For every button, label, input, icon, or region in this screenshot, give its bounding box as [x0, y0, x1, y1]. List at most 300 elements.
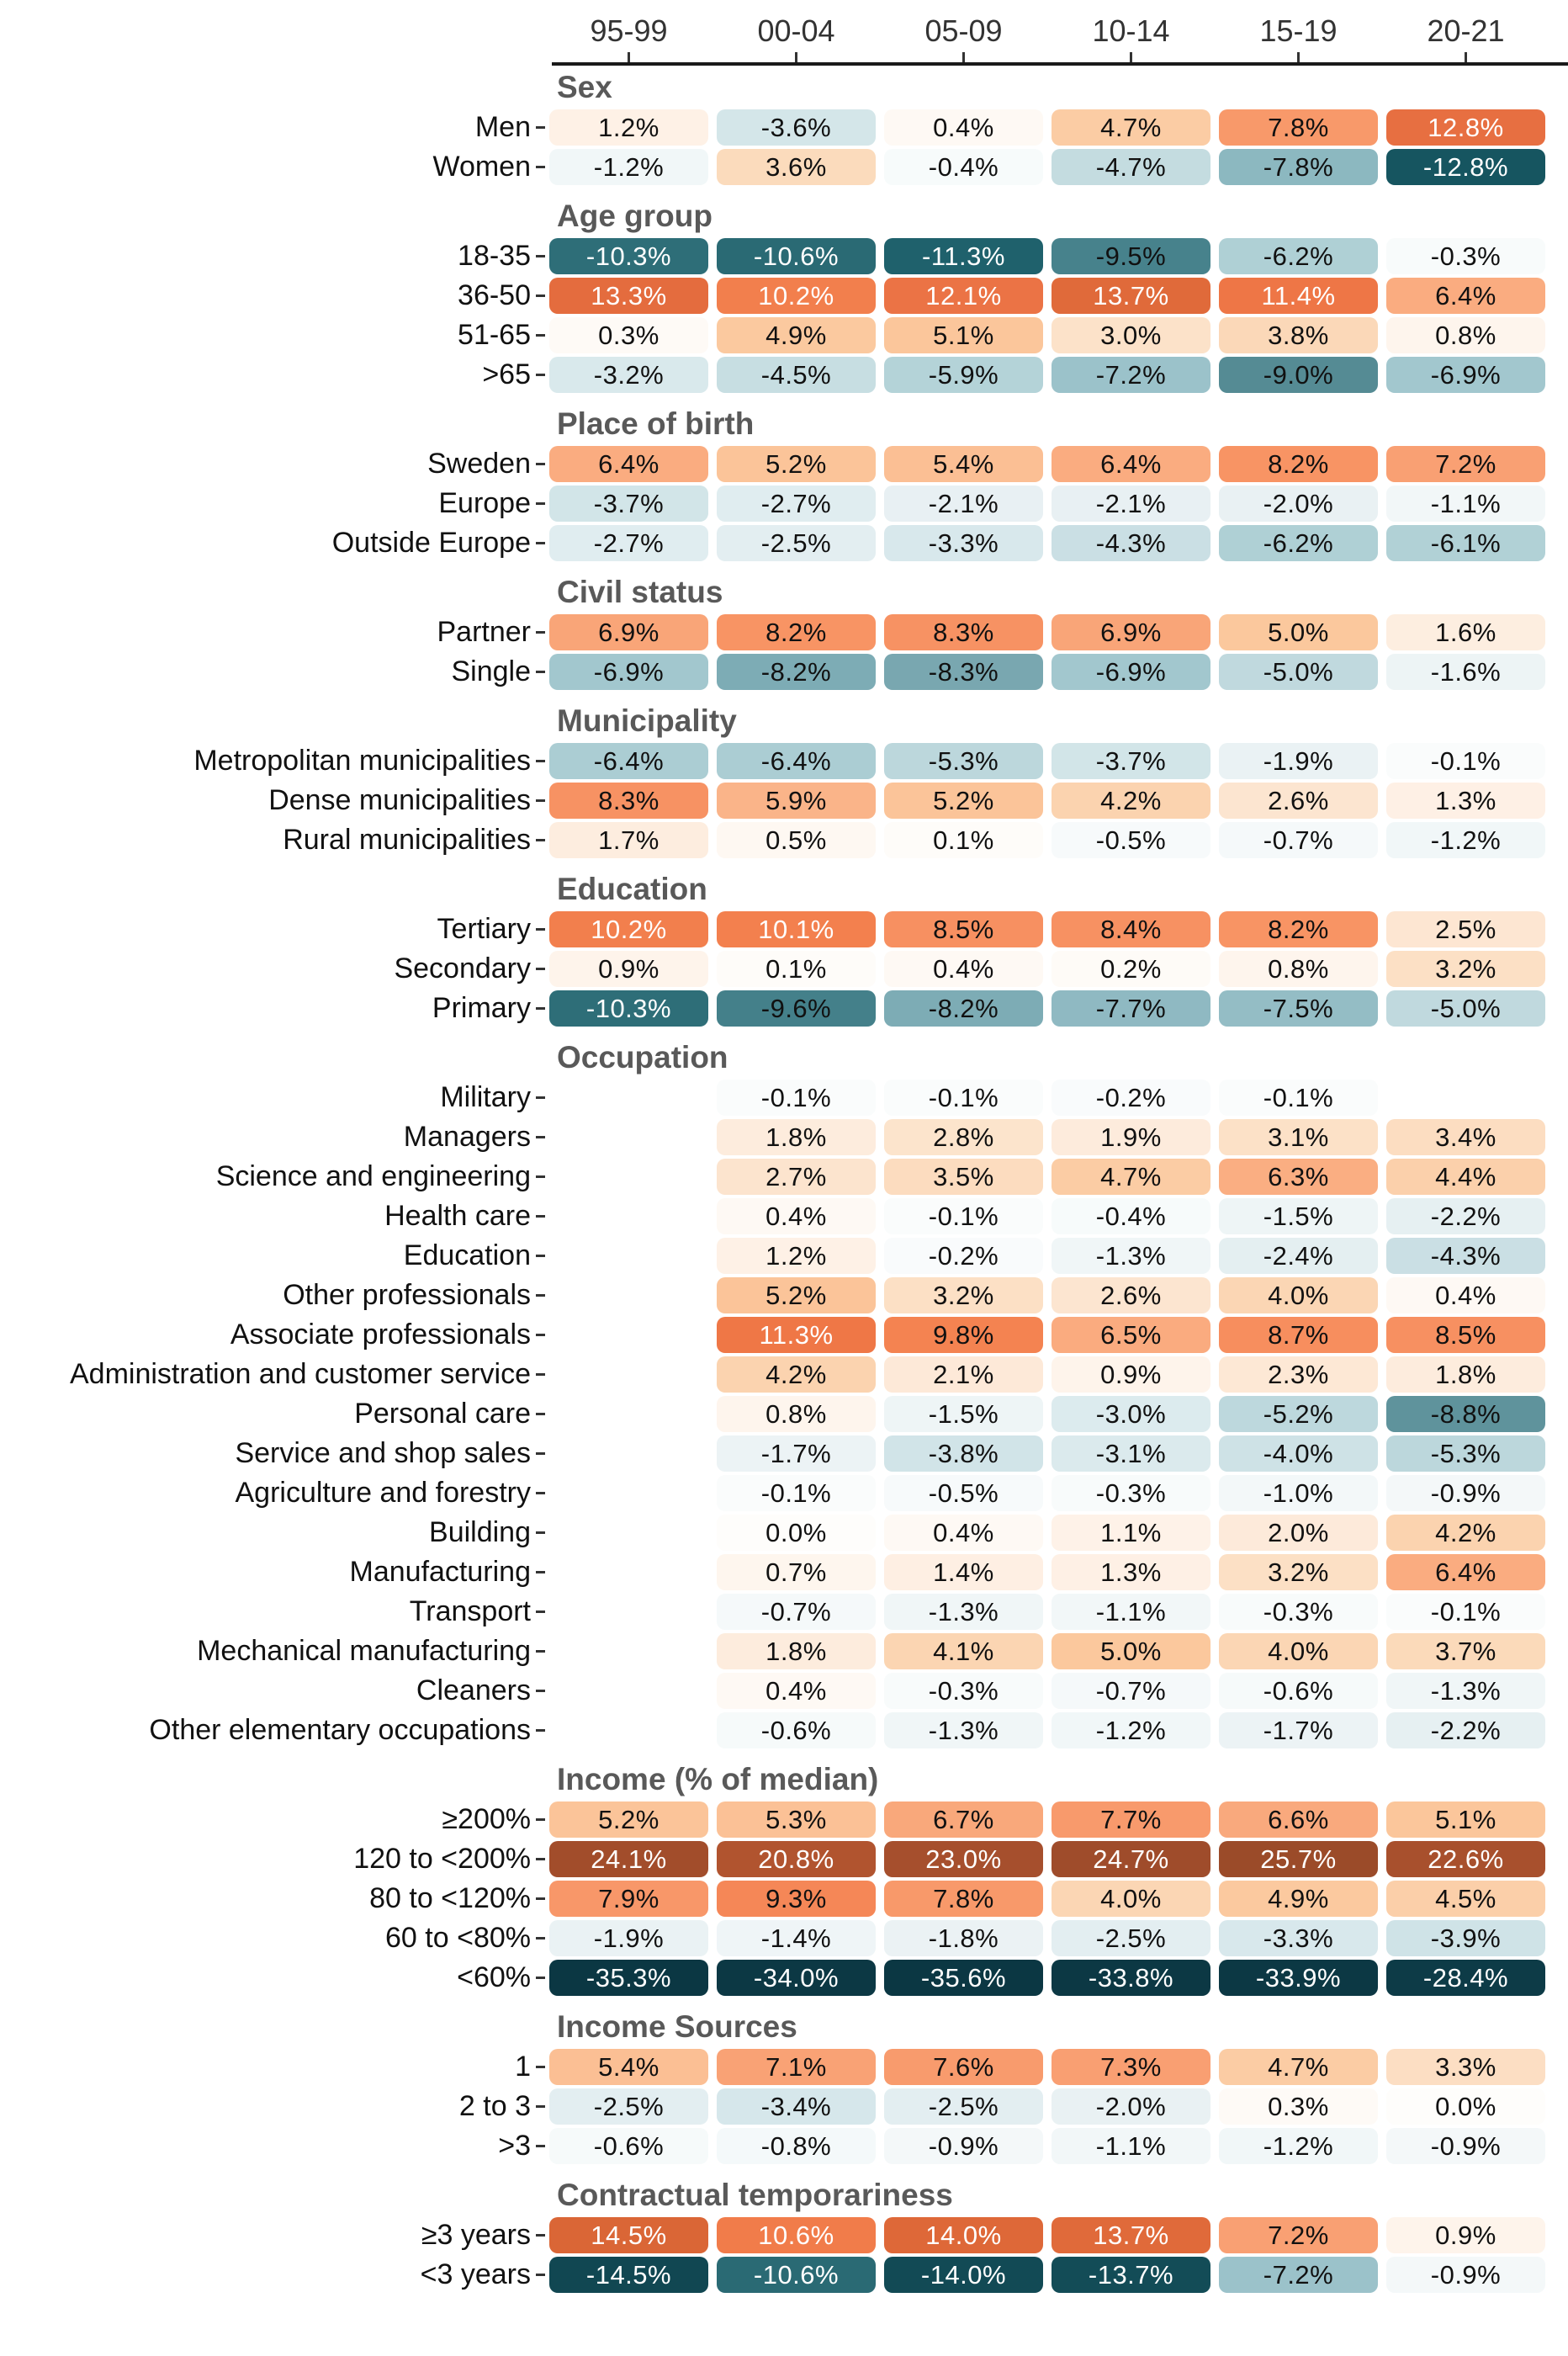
heatmap-cell-wrap [880, 990, 1047, 1027]
heatmap-cell: 5.0% [1052, 1633, 1210, 1669]
section-title: Sex [557, 70, 612, 104]
heatmap-cell: -1.2% [1052, 1712, 1210, 1748]
heatmap-cell: -5.3% [1386, 1435, 1545, 1472]
heatmap-cell-wrap [712, 1277, 880, 1313]
heatmap-cell-wrap [1215, 1396, 1382, 1432]
heatmap-cell: 5.2% [717, 446, 876, 482]
heatmap-cell: 7.2% [1219, 2217, 1378, 2253]
heatmap-cell-wrap [880, 1712, 1047, 1748]
heatmap-cell: 1.4% [884, 1554, 1043, 1590]
heatmap-cell-wrap [1215, 1801, 1382, 1838]
heatmap-cell-wrap [1047, 1554, 1215, 1590]
row-label [0, 743, 545, 779]
heatmap-cell-wrap [1215, 822, 1382, 858]
heatmap-cell: -14.0% [884, 2257, 1043, 2293]
heatmap-cell: -0.9% [1386, 2257, 1545, 2293]
heatmap-cell-wrap [545, 2128, 712, 2164]
row-tick [536, 1007, 545, 1010]
heatmap-cell-wrap [880, 1198, 1047, 1234]
row-label-text: Science and engineering [215, 1160, 531, 1192]
row-label-text: Primary [432, 992, 531, 1024]
heatmap-cell-wrap [1215, 743, 1382, 779]
heatmap-cell: -35.6% [884, 1960, 1043, 1996]
heatmap-cell-wrap [712, 1515, 880, 1551]
heatmap-cell-wrap [1215, 525, 1382, 561]
heatmap-cell: -2.1% [884, 486, 1043, 522]
row-label [0, 238, 545, 274]
heatmap-cell-wrap [1215, 990, 1382, 1027]
heatmap-cell: 5.9% [717, 783, 876, 819]
heatmap-cell-wrap [1215, 2128, 1382, 2164]
heatmap-cell-wrap [712, 2217, 880, 2253]
heatmap-cell-wrap [712, 1475, 880, 1511]
row-label-text: 51-65 [458, 319, 531, 351]
heatmap-cell-wrap [1047, 654, 1215, 690]
heatmap-row [0, 149, 1568, 185]
heatmap-cell: -3.8% [884, 1435, 1043, 1472]
heatmap-cell: 10.1% [717, 911, 876, 947]
heatmap-cell: 0.8% [717, 1396, 876, 1432]
heatmap-row [0, 1673, 1568, 1709]
heatmap-cell: 2.5% [1386, 911, 1545, 947]
heatmap-cell-wrap [1382, 783, 1549, 819]
heatmap-cell: 20.8% [717, 1841, 876, 1877]
heatmap-cell: -10.6% [717, 2257, 876, 2293]
heatmap-cell: 14.5% [549, 2217, 708, 2253]
heatmap-cell: 0.8% [1386, 317, 1545, 353]
heatmap-empty-cell [545, 1119, 712, 1155]
column-header [712, 12, 880, 62]
column-tick [1297, 52, 1300, 62]
heatmap-row [0, 1841, 1568, 1877]
heatmap-cell: -10.6% [717, 238, 876, 274]
row-label-text: Other professionals [283, 1279, 531, 1311]
heatmap-cell: -1.3% [1052, 1238, 1210, 1274]
heatmap-cell-wrap [712, 1841, 880, 1877]
heatmap-cell-wrap [1382, 525, 1549, 561]
heatmap-cell-wrap [1382, 1920, 1549, 1956]
row-tick [536, 760, 545, 762]
row-label-text: Europe [438, 487, 531, 519]
heatmap-cell: -3.6% [717, 109, 876, 146]
heatmap-cell-wrap [712, 2257, 880, 2293]
row-label-text: Manufacturing [349, 1556, 531, 1588]
heatmap-cell-wrap [1215, 2088, 1382, 2125]
heatmap-cell-wrap [880, 1159, 1047, 1195]
heatmap-cell-wrap [880, 1119, 1047, 1155]
heatmap-cell: 2.1% [884, 1356, 1043, 1393]
heatmap-cell: 10.2% [549, 911, 708, 947]
heatmap-cell: 7.3% [1052, 2049, 1210, 2085]
row-label-text: Building [429, 1516, 531, 1548]
row-label [0, 1515, 545, 1551]
heatmap-cell-wrap [545, 654, 712, 690]
heatmap-cell-wrap [1047, 1515, 1215, 1551]
heatmap-cell-wrap [880, 2257, 1047, 2293]
heatmap-cell-wrap [880, 1435, 1047, 1472]
row-tick [536, 2274, 545, 2276]
heatmap-cell-wrap [1215, 911, 1382, 947]
heatmap-cell-wrap [1382, 486, 1549, 522]
heatmap-cell: 0.3% [549, 317, 708, 353]
heatmap-cell-wrap [1047, 109, 1215, 146]
heatmap-cell-wrap [880, 951, 1047, 987]
heatmap-cell: -5.9% [884, 357, 1043, 393]
row-label [0, 2128, 545, 2164]
row-label [0, 2217, 545, 2253]
heatmap-row [0, 1881, 1568, 1917]
heatmap-cell-wrap [545, 2049, 712, 2085]
heatmap-cell-wrap [1047, 1920, 1215, 1956]
heatmap-cell-wrap [880, 446, 1047, 482]
heatmap-cell-wrap [1215, 1960, 1382, 1996]
row-tick [536, 928, 545, 931]
heatmap-cell-wrap [1047, 2088, 1215, 2125]
heatmap-row [0, 1633, 1568, 1669]
row-label [0, 1198, 545, 1234]
column-tick [628, 52, 630, 62]
heatmap-cell-wrap [1047, 149, 1215, 185]
heatmap-cell: -6.2% [1219, 238, 1378, 274]
heatmap-cell-wrap [712, 743, 880, 779]
row-label-text: Managers [403, 1121, 531, 1153]
row-label [0, 822, 545, 858]
heatmap-cell: 4.2% [1052, 783, 1210, 819]
heatmap-cell: -5.0% [1219, 654, 1378, 690]
section-title: Income (% of median) [557, 1762, 879, 1796]
heatmap-cell-wrap [880, 783, 1047, 819]
heatmap-row [0, 1554, 1568, 1590]
heatmap-cell-wrap [1047, 951, 1215, 987]
heatmap-cell-wrap [880, 1238, 1047, 1274]
heatmap-cell: 3.5% [884, 1159, 1043, 1195]
heatmap-cell-wrap [712, 1119, 880, 1155]
heatmap-cell-wrap [1382, 1435, 1549, 1472]
heatmap-cell: -0.3% [884, 1673, 1043, 1709]
heatmap-cell: 5.2% [717, 1277, 876, 1313]
heatmap-cell-wrap [1215, 446, 1382, 482]
heatmap-cell-wrap [1382, 1119, 1549, 1155]
heatmap-cell: -0.1% [717, 1475, 876, 1511]
heatmap-cell: 4.2% [717, 1356, 876, 1393]
heatmap-cell: 5.4% [884, 446, 1043, 482]
heatmap-cell: 4.1% [884, 1633, 1043, 1669]
heatmap-cell: 2.7% [717, 1159, 876, 1195]
heatmap-cell: -2.4% [1219, 1238, 1378, 1274]
row-tick [536, 1650, 545, 1653]
heatmap-cell-wrap [880, 278, 1047, 314]
heatmap-cell: 3.0% [1052, 317, 1210, 353]
column-tick [795, 52, 797, 62]
heatmap-cell-wrap [1047, 1277, 1215, 1313]
heatmap-cell-wrap [712, 238, 880, 274]
heatmap-cell-wrap [1382, 1801, 1549, 1838]
heatmap-cell: -5.0% [1386, 990, 1545, 1027]
heatmap-cell: -8.8% [1386, 1396, 1545, 1432]
heatmap-cell: 1.8% [717, 1119, 876, 1155]
heatmap-empty-cell [545, 1554, 712, 1590]
heatmap-cell-wrap [1047, 1841, 1215, 1877]
heatmap-row [0, 1396, 1568, 1432]
heatmap-cell: -0.7% [717, 1594, 876, 1630]
heatmap-cell: 5.2% [549, 1801, 708, 1838]
heatmap-cell: -1.1% [1052, 2128, 1210, 2164]
heatmap-cell-wrap [1215, 278, 1382, 314]
heatmap-row [0, 783, 1568, 819]
heatmap-cell-wrap [1047, 2128, 1215, 2164]
row-tick [536, 631, 545, 634]
heatmap-row [0, 1594, 1568, 1630]
heatmap-cell-wrap [880, 1801, 1047, 1838]
heatmap-cell-wrap [1215, 1920, 1382, 1956]
row-label [0, 1673, 545, 1709]
heatmap-cell-wrap [1215, 1119, 1382, 1155]
heatmap-cell-wrap [712, 951, 880, 987]
heatmap-cell-wrap [1382, 1317, 1549, 1353]
heatmap-cell: -0.6% [1219, 1673, 1378, 1709]
heatmap-row [0, 654, 1568, 690]
heatmap-cell: 23.0% [884, 1841, 1043, 1877]
heatmap-cell-wrap [1382, 1841, 1549, 1877]
column-header-label: 05-09 [924, 13, 1003, 48]
heatmap-cell-wrap [1215, 1435, 1382, 1472]
heatmap-cell-wrap [1215, 1356, 1382, 1393]
row-tick [536, 968, 545, 970]
row-tick [536, 1610, 545, 1613]
heatmap-cell-wrap [1215, 2049, 1382, 2085]
row-label-text: Women [432, 151, 531, 183]
heatmap-cell: 22.6% [1386, 1841, 1545, 1877]
heatmap-cell-wrap [880, 149, 1047, 185]
heatmap-cell-wrap [1047, 2217, 1215, 2253]
row-label [0, 1277, 545, 1313]
heatmap-cell: 1.8% [1386, 1356, 1545, 1393]
heatmap-cell: 8.2% [717, 614, 876, 650]
heatmap-row [0, 486, 1568, 522]
heatmap-cell-wrap [1215, 1633, 1382, 1669]
heatmap-cell: 8.2% [1219, 911, 1378, 947]
heatmap-cell: -3.0% [1052, 1396, 1210, 1432]
row-label-text: <60% [457, 1961, 531, 1993]
heatmap-cell-wrap [1047, 446, 1215, 482]
heatmap-cell-wrap [545, 149, 712, 185]
heatmap-cell: 5.1% [884, 317, 1043, 353]
heatmap-cell: 1.8% [717, 1633, 876, 1669]
heatmap-cell-wrap [1215, 1198, 1382, 1234]
heatmap-cell-wrap [1047, 1881, 1215, 1917]
heatmap-cell-wrap [1382, 614, 1549, 650]
heatmap-cell-wrap [880, 1396, 1047, 1432]
heatmap-cell-wrap [1047, 743, 1215, 779]
heatmap-cell: -1.0% [1219, 1475, 1378, 1511]
row-label [0, 783, 545, 819]
heatmap-cell: -3.7% [549, 486, 708, 522]
row-label [0, 1801, 545, 1838]
heatmap-cell: 8.3% [549, 783, 708, 819]
heatmap-cell: -0.3% [1052, 1475, 1210, 1511]
heatmap-cell: -0.1% [1386, 743, 1545, 779]
heatmap-cell-wrap [1047, 357, 1215, 393]
heatmap-cell: 4.7% [1219, 2049, 1378, 2085]
heatmap-cell-wrap [1382, 1238, 1549, 1274]
row-label-text: Education [403, 1239, 531, 1271]
row-tick [536, 1818, 545, 1821]
section-title: Place of birth [557, 406, 755, 441]
heatmap-cell: 0.1% [884, 822, 1043, 858]
heatmap-cell-wrap [1382, 2088, 1549, 2125]
row-tick [536, 1937, 545, 1939]
heatmap-cell: -1.5% [1219, 1198, 1378, 1234]
row-label [0, 1881, 545, 1917]
heatmap-cell-wrap [880, 525, 1047, 561]
heatmap-cell: -0.6% [549, 2128, 708, 2164]
row-label-text: Cleaners [416, 1674, 531, 1706]
heatmap-cell: 13.7% [1052, 2217, 1210, 2253]
heatmap-cell: 13.3% [549, 278, 708, 314]
heatmap-empty-cell [545, 1594, 712, 1630]
heatmap-cell: 14.0% [884, 2217, 1043, 2253]
heatmap-cell-wrap [880, 1920, 1047, 1956]
row-label [0, 1119, 545, 1155]
heatmap-cell-wrap [880, 2217, 1047, 2253]
row-tick [536, 334, 545, 337]
heatmap-cell-wrap [1382, 1475, 1549, 1511]
row-label [0, 1475, 545, 1511]
section-title: Civil status [557, 575, 723, 609]
heatmap-cell: 6.3% [1219, 1159, 1378, 1195]
heatmap-cell-wrap [1382, 2217, 1549, 2253]
heatmap-cell: -6.4% [549, 743, 708, 779]
heatmap-cell-wrap [1382, 951, 1549, 987]
row-label [0, 2049, 545, 2085]
heatmap-empty-cell [545, 1633, 712, 1669]
heatmap-cell: -0.4% [884, 149, 1043, 185]
heatmap-cell-wrap [712, 1594, 880, 1630]
heatmap-cell: -6.9% [1386, 357, 1545, 393]
heatmap-cell: 0.7% [717, 1554, 876, 1590]
heatmap-cell: -3.2% [549, 357, 708, 393]
heatmap-row [0, 614, 1568, 650]
heatmap-row [0, 1080, 1568, 1116]
heatmap-cell-wrap [1382, 1277, 1549, 1313]
heatmap-cell: -9.6% [717, 990, 876, 1027]
heatmap-cell-wrap [1047, 2049, 1215, 2085]
heatmap-row [0, 951, 1568, 987]
heatmap-cell: 5.3% [717, 1801, 876, 1838]
heatmap-cell-wrap [1047, 1119, 1215, 1155]
heatmap-cell: 6.5% [1052, 1317, 1210, 1353]
heatmap-empty-cell [1382, 1080, 1549, 1116]
row-label [0, 990, 545, 1027]
heatmap-cell-wrap [1047, 1633, 1215, 1669]
heatmap-empty-cell [545, 1356, 712, 1393]
heatmap-cell-wrap [1382, 1159, 1549, 1195]
heatmap-empty-cell [545, 1396, 712, 1432]
heatmap-cell-wrap [1382, 2257, 1549, 2293]
heatmap-cell-wrap [1215, 1475, 1382, 1511]
heatmap-cell: 8.7% [1219, 1317, 1378, 1353]
row-label [0, 149, 545, 185]
row-tick [536, 1492, 545, 1494]
row-label [0, 1356, 545, 1393]
heatmap-cell: -6.9% [1052, 654, 1210, 690]
heatmap-cell-wrap [1382, 1356, 1549, 1393]
row-label-text: Single [451, 655, 531, 687]
heatmap-cell: -28.4% [1386, 1960, 1545, 1996]
row-label-text: 120 to <200% [353, 1843, 531, 1875]
heatmap-cell-wrap [1215, 109, 1382, 146]
row-label [0, 911, 545, 947]
heatmap-row [0, 1159, 1568, 1195]
heatmap-cell: -2.2% [1386, 1712, 1545, 1748]
heatmap-cell-wrap [1215, 1594, 1382, 1630]
heatmap-cell-wrap [712, 1159, 880, 1195]
row-tick [536, 1294, 545, 1297]
heatmap-cell: -0.1% [884, 1198, 1043, 1234]
heatmap-row [0, 357, 1568, 393]
heatmap-row [0, 446, 1568, 482]
row-label [0, 1594, 545, 1630]
heatmap-cell: -0.1% [884, 1080, 1043, 1116]
heatmap-cell: 4.0% [1052, 1881, 1210, 1917]
row-label-text: 1 [515, 2051, 531, 2083]
heatmap-cell-wrap [880, 1841, 1047, 1877]
heatmap-cell: 0.1% [717, 951, 876, 987]
row-label-text: >3 [498, 2130, 531, 2162]
heatmap-cell-wrap [712, 1080, 880, 1116]
heatmap-cell: 6.4% [549, 446, 708, 482]
heatmap-cell: -8.2% [884, 990, 1043, 1027]
section-title: Occupation [557, 1040, 728, 1075]
heatmap-cell: -0.1% [1386, 1594, 1545, 1630]
row-label [0, 1435, 545, 1472]
heatmap-cell: -1.3% [884, 1594, 1043, 1630]
heatmap-cell: -1.3% [884, 1712, 1043, 1748]
heatmap-cell-wrap [712, 1317, 880, 1353]
row-label [0, 278, 545, 314]
heatmap-cell: -0.9% [1386, 1475, 1545, 1511]
heatmap-cell-wrap [712, 990, 880, 1027]
heatmap-cell: 5.2% [884, 783, 1043, 819]
row-tick [536, 671, 545, 673]
heatmap-cell-wrap [1382, 1594, 1549, 1630]
heatmap-cell-wrap [712, 1198, 880, 1234]
heatmap-cell: 1.3% [1386, 783, 1545, 819]
heatmap-cell-wrap [545, 2217, 712, 2253]
heatmap-cell: 7.7% [1052, 1801, 1210, 1838]
heatmap-cell: 8.5% [884, 911, 1043, 947]
row-label [0, 1960, 545, 1996]
heatmap-cell-wrap [1047, 1080, 1215, 1116]
heatmap-cell-wrap [1215, 1712, 1382, 1748]
heatmap-cell: -14.5% [549, 2257, 708, 2293]
heatmap-cell-wrap [1382, 1554, 1549, 1590]
heatmap-cell: 3.2% [1219, 1554, 1378, 1590]
heatmap-cell-wrap [1382, 278, 1549, 314]
heatmap-cell-wrap [712, 2049, 880, 2085]
heatmap-cell-wrap [1047, 1960, 1215, 1996]
row-label [0, 1080, 545, 1116]
heatmap-cell: 4.7% [1052, 1159, 1210, 1195]
heatmap-cell: -0.2% [1052, 1080, 1210, 1116]
row-label-text: 18-35 [458, 240, 531, 272]
heatmap-cell-wrap [712, 783, 880, 819]
heatmap-row [0, 1356, 1568, 1393]
row-tick [536, 1175, 545, 1178]
row-label-text: ≥200% [442, 1803, 531, 1835]
row-label-text: Personal care [354, 1398, 531, 1430]
heatmap-row [0, 1920, 1568, 1956]
